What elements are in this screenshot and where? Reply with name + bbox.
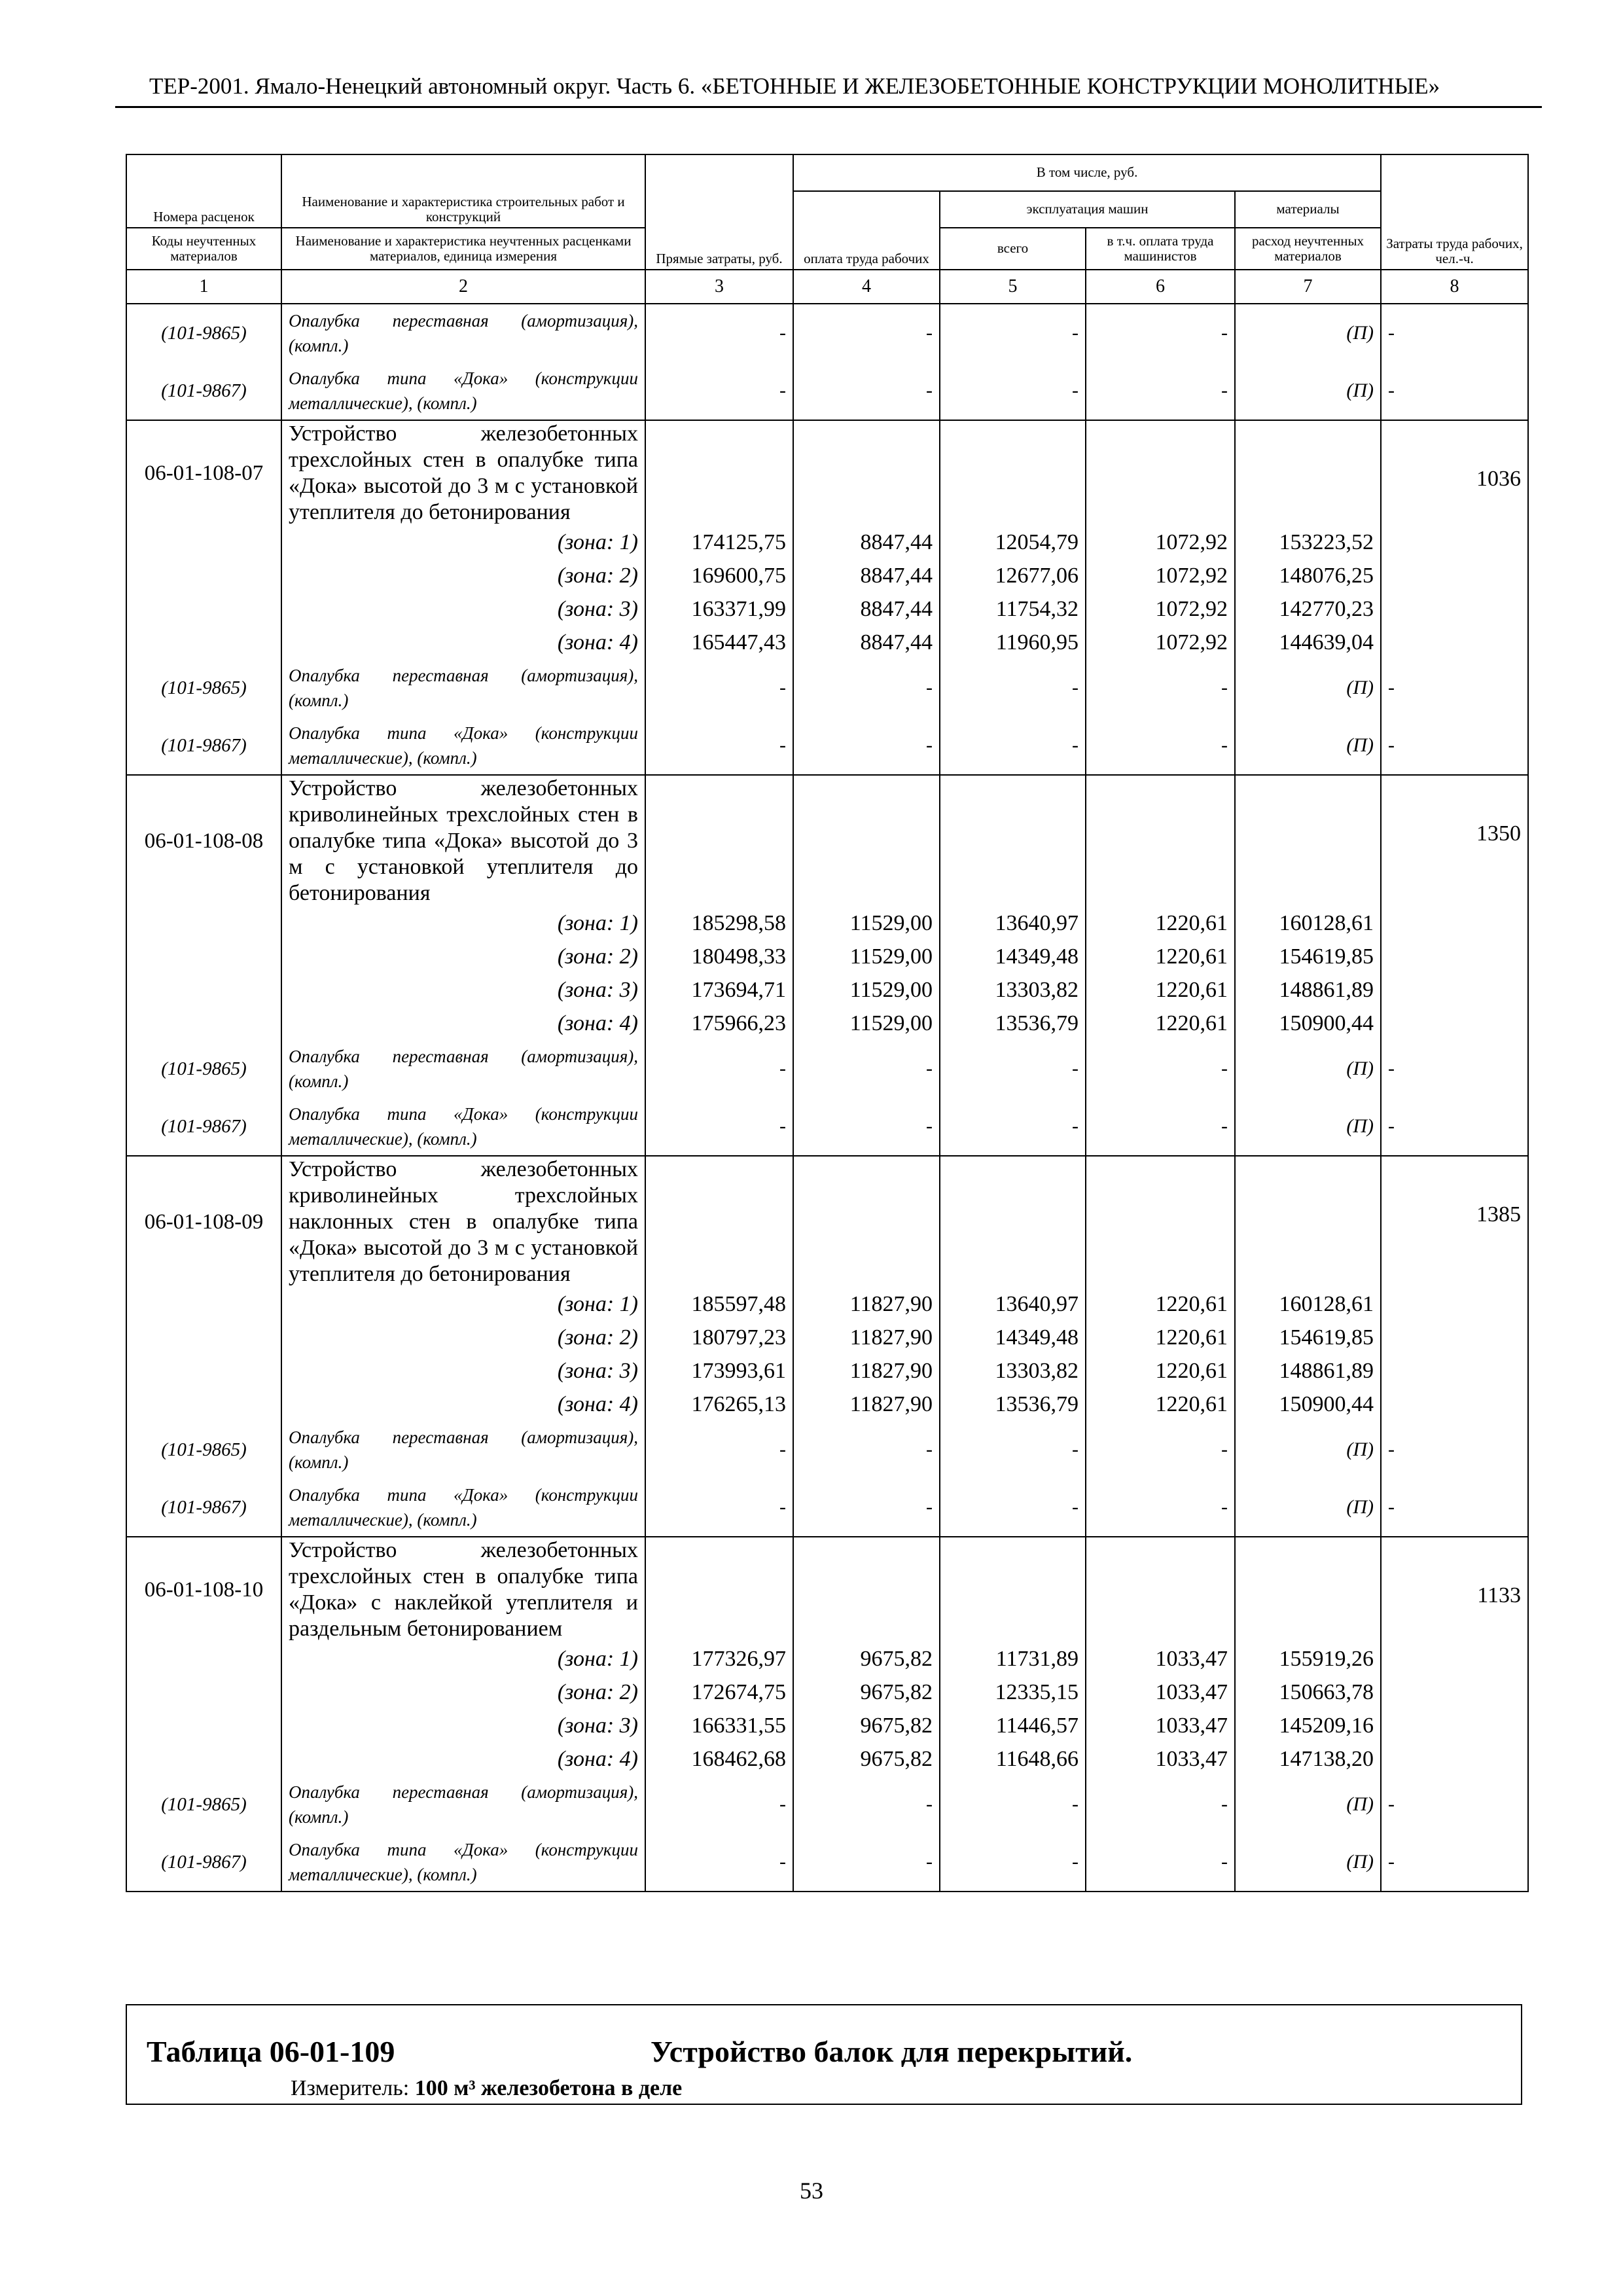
dash-cell: - xyxy=(1086,1776,1235,1833)
materials-cost: 155919,26 xyxy=(1235,1642,1381,1676)
empty-cell xyxy=(645,775,793,906)
next-table-heading xyxy=(126,2004,1522,2105)
materials-cost: 148076,25 xyxy=(1235,559,1381,592)
column-numbers-row xyxy=(126,270,1528,304)
materials-cost: 148861,89 xyxy=(1235,973,1381,1007)
dash-cell: - xyxy=(1086,1040,1235,1098)
dash-cell: - xyxy=(793,1776,940,1833)
dash-cell: - xyxy=(1381,717,1528,775)
dash-cell: - xyxy=(645,1479,793,1537)
machine-cost: 13303,82 xyxy=(940,973,1086,1007)
dash-cell: - xyxy=(645,1098,793,1156)
worker-wages: 9675,82 xyxy=(793,1642,940,1676)
measure-line xyxy=(291,2076,682,2101)
material-row xyxy=(126,659,1528,717)
rate-entry-row xyxy=(126,420,1528,526)
empty-cell xyxy=(645,1156,793,1287)
empty-cell xyxy=(126,526,281,559)
material-name: Опалубка типа «Дока» (конструкции металлические), (компл.) xyxy=(281,1833,645,1892)
zone-label: (зона: 2) xyxy=(281,559,645,592)
rates-table xyxy=(126,154,1529,1892)
rate-description: Устройство железобетонных трехслойных стен в опалубке типа «Дока» высотой до 3 м с установкой утеплителя до бетонирования xyxy=(281,420,645,526)
material-row xyxy=(126,1479,1528,1537)
dash-cell: - xyxy=(793,1098,940,1156)
operator-wages: 1033,47 xyxy=(1086,1742,1235,1776)
worker-wages: 8847,44 xyxy=(793,559,940,592)
zone-row xyxy=(126,1007,1528,1040)
rate-description: Устройство железобетонных криволинейных трехслойных наклонных стен в опалубке типа «Дока» высотой до 3 м с установкой утеплителя до бетонирования xyxy=(281,1156,645,1287)
dash-cell: - xyxy=(793,1479,940,1537)
materials-cost: 145209,16 xyxy=(1235,1709,1381,1742)
material-row xyxy=(126,1421,1528,1479)
labor-value: 1350 xyxy=(1381,775,1528,1040)
worker-wages: 11529,00 xyxy=(793,940,940,973)
empty-cell xyxy=(1235,775,1381,906)
empty-cell xyxy=(793,775,940,906)
direct-cost: 175966,23 xyxy=(645,1007,793,1040)
p-mark: (П) xyxy=(1235,1479,1381,1537)
empty-cell xyxy=(940,775,1086,906)
direct-cost: 180498,33 xyxy=(645,940,793,973)
material-name: Опалубка типа «Дока» (конструкции металлические), (компл.) xyxy=(281,1479,645,1537)
operator-wages: 1220,61 xyxy=(1086,1354,1235,1388)
dash-cell: - xyxy=(645,659,793,717)
zone-row xyxy=(126,940,1528,973)
worker-wages: 11529,00 xyxy=(793,906,940,940)
materials-cost: 150663,78 xyxy=(1235,1676,1381,1709)
col4-header: оплата труда рабочих xyxy=(793,191,940,270)
p-mark: (П) xyxy=(1235,362,1381,420)
material-row xyxy=(126,1040,1528,1098)
direct-cost: 168462,68 xyxy=(645,1742,793,1776)
worker-wages: 9675,82 xyxy=(793,1709,940,1742)
dash-cell: - xyxy=(1381,1833,1528,1892)
operator-wages: 1072,92 xyxy=(1086,559,1235,592)
material-name: Опалубка типа «Дока» (конструкции металлические), (компл.) xyxy=(281,362,645,420)
empty-cell xyxy=(126,906,281,940)
zone-label: (зона: 1) xyxy=(281,906,645,940)
direct-cost: 177326,97 xyxy=(645,1642,793,1676)
empty-cell xyxy=(1086,1537,1235,1642)
empty-cell xyxy=(645,420,793,526)
machine-cost: 13640,97 xyxy=(940,906,1086,940)
material-code: (101-9867) xyxy=(126,717,281,775)
material-code: (101-9865) xyxy=(126,1421,281,1479)
direct-cost: 165447,43 xyxy=(645,626,793,659)
labor-value: 1036 xyxy=(1381,420,1528,659)
dash-cell: - xyxy=(1381,659,1528,717)
machine-cost: 13303,82 xyxy=(940,1354,1086,1388)
material-row xyxy=(126,304,1528,362)
machine-cost: 12054,79 xyxy=(940,526,1086,559)
material-code: (101-9865) xyxy=(126,304,281,362)
zone-row xyxy=(126,526,1528,559)
header-rule xyxy=(115,106,1542,108)
zone-row xyxy=(126,1742,1528,1776)
col-number: 5 xyxy=(940,270,1086,304)
p-mark: (П) xyxy=(1235,659,1381,717)
zone-label: (зона: 3) xyxy=(281,973,645,1007)
empty-cell xyxy=(126,1354,281,1388)
dash-cell: - xyxy=(940,1098,1086,1156)
col-number: 8 xyxy=(1381,270,1528,304)
machine-cost: 12335,15 xyxy=(940,1676,1086,1709)
machine-cost: 14349,48 xyxy=(940,940,1086,973)
machine-cost: 12677,06 xyxy=(940,559,1086,592)
col-number: 2 xyxy=(281,270,645,304)
worker-wages: 11529,00 xyxy=(793,973,940,1007)
material-code: (101-9867) xyxy=(126,362,281,420)
materials-cost: 148861,89 xyxy=(1235,1354,1381,1388)
machine-cost: 11754,32 xyxy=(940,592,1086,626)
materials-cost: 144639,04 xyxy=(1235,626,1381,659)
empty-cell xyxy=(126,940,281,973)
materials-cost: 154619,85 xyxy=(1235,1321,1381,1354)
col1-header-top: Номера расценок xyxy=(126,154,281,228)
materials-cost: 160128,61 xyxy=(1235,906,1381,940)
material-name: Опалубка переставная (амортизация), (компл.) xyxy=(281,1776,645,1833)
materials-cost: 154619,85 xyxy=(1235,940,1381,973)
dash-cell: - xyxy=(940,717,1086,775)
materials-cost: 150900,44 xyxy=(1235,1388,1381,1421)
p-mark: (П) xyxy=(1235,304,1381,362)
dash-cell: - xyxy=(1086,1421,1235,1479)
worker-wages: 11827,90 xyxy=(793,1354,940,1388)
direct-cost: 185597,48 xyxy=(645,1287,793,1321)
col-number: 3 xyxy=(645,270,793,304)
dash-cell: - xyxy=(793,659,940,717)
empty-cell xyxy=(1235,420,1381,526)
dash-cell: - xyxy=(940,1040,1086,1098)
empty-cell xyxy=(126,1287,281,1321)
worker-wages: 8847,44 xyxy=(793,592,940,626)
worker-wages: 11827,90 xyxy=(793,1388,940,1421)
col-number: 1 xyxy=(126,270,281,304)
meter-label: Измеритель: xyxy=(291,2076,410,2100)
dash-cell: - xyxy=(1381,304,1528,362)
material-code: (101-9867) xyxy=(126,1833,281,1892)
material-code: (101-9865) xyxy=(126,1040,281,1098)
dash-cell: - xyxy=(793,362,940,420)
direct-cost: 173694,71 xyxy=(645,973,793,1007)
zone-row xyxy=(126,1321,1528,1354)
empty-cell xyxy=(1086,420,1235,526)
dash-cell: - xyxy=(940,659,1086,717)
empty-cell xyxy=(1235,1156,1381,1287)
dash-cell: - xyxy=(645,304,793,362)
labor-value: 1133 xyxy=(1381,1537,1528,1776)
empty-cell xyxy=(126,1742,281,1776)
material-name: Опалубка переставная (амортизация), (компл.) xyxy=(281,1040,645,1098)
zone-label: (зона: 4) xyxy=(281,626,645,659)
empty-cell xyxy=(1235,1537,1381,1642)
dash-cell: - xyxy=(793,1833,940,1892)
zone-label: (зона: 4) xyxy=(281,1007,645,1040)
dash-cell: - xyxy=(645,1040,793,1098)
p-mark: (П) xyxy=(1235,1040,1381,1098)
direct-cost: 166331,55 xyxy=(645,1709,793,1742)
col3-header: Прямые затраты, руб. xyxy=(645,154,793,270)
p-mark: (П) xyxy=(1235,1421,1381,1479)
machine-cost: 11960,95 xyxy=(940,626,1086,659)
dash-cell: - xyxy=(940,304,1086,362)
zone-row xyxy=(126,1287,1528,1321)
zone-row xyxy=(126,626,1528,659)
rate-entry-row xyxy=(126,1156,1528,1287)
col6-header: в т.ч. оплата труда машинистов xyxy=(1086,228,1235,270)
dash-cell: - xyxy=(1086,1833,1235,1892)
zone-label: (зона: 2) xyxy=(281,1676,645,1709)
dash-cell: - xyxy=(1086,717,1235,775)
dash-cell: - xyxy=(940,1421,1086,1479)
dash-cell: - xyxy=(645,362,793,420)
zone-label: (зона: 3) xyxy=(281,1354,645,1388)
operator-wages: 1220,61 xyxy=(1086,1388,1235,1421)
rate-code: 06-01-108-08 xyxy=(126,775,281,906)
zone-row xyxy=(126,1709,1528,1742)
machines-header: эксплуатация машин xyxy=(940,191,1235,228)
dash-cell: - xyxy=(793,717,940,775)
running-header: ТЕР-2001. Ямало-Ненецкий автономный округ. Часть 6. «БЕТОННЫЕ И ЖЕЛЕЗОБЕТОННЫЕ КОНСТРУКЦИИ МОНОЛИТНЫЕ» xyxy=(149,73,1440,99)
dash-cell: - xyxy=(1381,1479,1528,1537)
operator-wages: 1220,61 xyxy=(1086,906,1235,940)
material-row xyxy=(126,362,1528,420)
dash-cell: - xyxy=(645,1833,793,1892)
material-name: Опалубка типа «Дока» (конструкции металлические), (компл.) xyxy=(281,1098,645,1156)
dash-cell: - xyxy=(940,362,1086,420)
table-number: Таблица 06-01-109 xyxy=(147,2035,395,2068)
dash-cell: - xyxy=(645,1776,793,1833)
machine-cost: 11446,57 xyxy=(940,1709,1086,1742)
zone-row xyxy=(126,973,1528,1007)
col1-header-bottom: Коды неучтенных материалов xyxy=(126,228,281,270)
rate-description: Устройство железобетонных трехслойных стен в опалубке типа «Дока» с наклейкой утеплителя и раздельным бетонированием xyxy=(281,1537,645,1642)
rate-code: 06-01-108-09 xyxy=(126,1156,281,1287)
operator-wages: 1033,47 xyxy=(1086,1709,1235,1742)
dash-cell: - xyxy=(645,717,793,775)
material-code: (101-9865) xyxy=(126,659,281,717)
materials-cost: 142770,23 xyxy=(1235,592,1381,626)
rate-description: Устройство железобетонных криволинейных трехслойных стен в опалубке типа «Дока» высотой до 3 м с установкой утеплителя до бетонирования xyxy=(281,775,645,906)
dash-cell: - xyxy=(940,1776,1086,1833)
worker-wages: 11529,00 xyxy=(793,1007,940,1040)
col2-header-top: Наименование и характеристика строительных работ и конструкций xyxy=(281,154,645,228)
machine-cost: 13536,79 xyxy=(940,1388,1086,1421)
zone-label: (зона: 2) xyxy=(281,1321,645,1354)
zone-label: (зона: 1) xyxy=(281,1642,645,1676)
material-name: Опалубка типа «Дока» (конструкции металлические), (компл.) xyxy=(281,717,645,775)
machine-cost: 13536,79 xyxy=(940,1007,1086,1040)
dash-cell: - xyxy=(1381,1776,1528,1833)
zone-label: (зона: 1) xyxy=(281,1287,645,1321)
zone-label: (зона: 1) xyxy=(281,526,645,559)
material-code: (101-9867) xyxy=(126,1479,281,1537)
col-number: 7 xyxy=(1235,270,1381,304)
empty-cell xyxy=(126,559,281,592)
zone-label: (зона: 4) xyxy=(281,1742,645,1776)
machine-cost: 14349,48 xyxy=(940,1321,1086,1354)
direct-cost: 174125,75 xyxy=(645,526,793,559)
operator-wages: 1033,47 xyxy=(1086,1642,1235,1676)
worker-wages: 11827,90 xyxy=(793,1287,940,1321)
operator-wages: 1220,61 xyxy=(1086,1287,1235,1321)
empty-cell xyxy=(940,420,1086,526)
worker-wages: 9675,82 xyxy=(793,1676,940,1709)
operator-wages: 1072,92 xyxy=(1086,526,1235,559)
dash-cell: - xyxy=(1086,659,1235,717)
zone-label: (зона: 4) xyxy=(281,1388,645,1421)
operator-wages: 1072,92 xyxy=(1086,592,1235,626)
p-mark: (П) xyxy=(1235,1098,1381,1156)
dash-cell: - xyxy=(1381,1421,1528,1479)
dash-cell: - xyxy=(1086,1098,1235,1156)
dash-cell: - xyxy=(1381,1098,1528,1156)
zone-row xyxy=(126,1676,1528,1709)
page-number: 53 xyxy=(800,2178,823,2204)
materials-cost: 153223,52 xyxy=(1235,526,1381,559)
material-code: (101-9867) xyxy=(126,1098,281,1156)
rate-code: 06-01-108-07 xyxy=(126,420,281,526)
col8-header: Затраты труда рабочих, чел.-ч. xyxy=(1381,154,1528,270)
worker-wages: 8847,44 xyxy=(793,526,940,559)
material-row xyxy=(126,717,1528,775)
empty-cell xyxy=(126,1007,281,1040)
direct-cost: 180797,23 xyxy=(645,1321,793,1354)
empty-cell xyxy=(126,1709,281,1742)
empty-cell xyxy=(793,420,940,526)
p-mark: (П) xyxy=(1235,1776,1381,1833)
col-number: 4 xyxy=(793,270,940,304)
material-name: Опалубка переставная (амортизация), (компл.) xyxy=(281,304,645,362)
zone-row xyxy=(126,592,1528,626)
empty-cell xyxy=(126,1388,281,1421)
materials-cost: 150900,44 xyxy=(1235,1007,1381,1040)
zone-row xyxy=(126,1388,1528,1421)
table-title: Устройство балок для перекрытий. xyxy=(651,2035,1133,2068)
meter-value: 100 м³ железобетона в деле xyxy=(414,2076,683,2100)
col5-header: всего xyxy=(940,228,1086,270)
worker-wages: 8847,44 xyxy=(793,626,940,659)
zone-row xyxy=(126,1642,1528,1676)
empty-cell xyxy=(793,1156,940,1287)
materials-header: материалы xyxy=(1235,191,1381,228)
material-name: Опалубка переставная (амортизация), (компл.) xyxy=(281,1421,645,1479)
dash-cell: - xyxy=(940,1833,1086,1892)
zone-row xyxy=(126,559,1528,592)
empty-cell xyxy=(126,1321,281,1354)
dash-cell: - xyxy=(940,1479,1086,1537)
p-mark: (П) xyxy=(1235,1833,1381,1892)
zone-label: (зона: 3) xyxy=(281,1709,645,1742)
empty-cell xyxy=(940,1156,1086,1287)
dash-cell: - xyxy=(793,1421,940,1479)
material-code: (101-9865) xyxy=(126,1776,281,1833)
material-row xyxy=(126,1776,1528,1833)
rate-entry-row xyxy=(126,1537,1528,1642)
zone-row xyxy=(126,1354,1528,1388)
dash-cell: - xyxy=(793,304,940,362)
rate-code: 06-01-108-10 xyxy=(126,1537,281,1642)
operator-wages: 1220,61 xyxy=(1086,973,1235,1007)
empty-cell xyxy=(1086,775,1235,906)
operator-wages: 1220,61 xyxy=(1086,940,1235,973)
col2-header-bottom: Наименование и характеристика неучтенных расценками материалов, единица измерения xyxy=(281,228,645,270)
empty-cell xyxy=(126,626,281,659)
worker-wages: 9675,82 xyxy=(793,1742,940,1776)
dash-cell: - xyxy=(1381,1040,1528,1098)
labor-value: 1385 xyxy=(1381,1156,1528,1421)
col7-header: расход неучтенных материалов xyxy=(1235,228,1381,270)
zone-row xyxy=(126,906,1528,940)
dash-cell: - xyxy=(1086,1479,1235,1537)
empty-cell xyxy=(126,973,281,1007)
col-number: 6 xyxy=(1086,270,1235,304)
empty-cell xyxy=(126,1642,281,1676)
zone-label: (зона: 3) xyxy=(281,592,645,626)
direct-cost: 185298,58 xyxy=(645,906,793,940)
in-total-header: В том числе, руб. xyxy=(793,154,1381,191)
operator-wages: 1072,92 xyxy=(1086,626,1235,659)
operator-wages: 1033,47 xyxy=(1086,1676,1235,1709)
rate-entry-row xyxy=(126,775,1528,906)
machine-cost: 11731,89 xyxy=(940,1642,1086,1676)
empty-cell xyxy=(126,592,281,626)
material-row xyxy=(126,1833,1528,1892)
operator-wages: 1220,61 xyxy=(1086,1321,1235,1354)
direct-cost: 163371,99 xyxy=(645,592,793,626)
direct-cost: 169600,75 xyxy=(645,559,793,592)
material-name: Опалубка переставная (амортизация), (компл.) xyxy=(281,659,645,717)
machine-cost: 11648,66 xyxy=(940,1742,1086,1776)
worker-wages: 11827,90 xyxy=(793,1321,940,1354)
direct-cost: 172674,75 xyxy=(645,1676,793,1709)
zone-label: (зона: 2) xyxy=(281,940,645,973)
materials-cost: 147138,20 xyxy=(1235,1742,1381,1776)
empty-cell xyxy=(940,1537,1086,1642)
dash-cell: - xyxy=(1086,362,1235,420)
operator-wages: 1220,61 xyxy=(1086,1007,1235,1040)
direct-cost: 176265,13 xyxy=(645,1388,793,1421)
p-mark: (П) xyxy=(1235,717,1381,775)
material-row xyxy=(126,1098,1528,1156)
dash-cell: - xyxy=(1381,362,1528,420)
machine-cost: 13640,97 xyxy=(940,1287,1086,1321)
materials-cost: 160128,61 xyxy=(1235,1287,1381,1321)
empty-cell xyxy=(126,1676,281,1709)
empty-cell xyxy=(645,1537,793,1642)
empty-cell xyxy=(793,1537,940,1642)
dash-cell: - xyxy=(1086,304,1235,362)
dash-cell: - xyxy=(645,1421,793,1479)
dash-cell: - xyxy=(793,1040,940,1098)
direct-cost: 173993,61 xyxy=(645,1354,793,1388)
empty-cell xyxy=(1086,1156,1235,1287)
